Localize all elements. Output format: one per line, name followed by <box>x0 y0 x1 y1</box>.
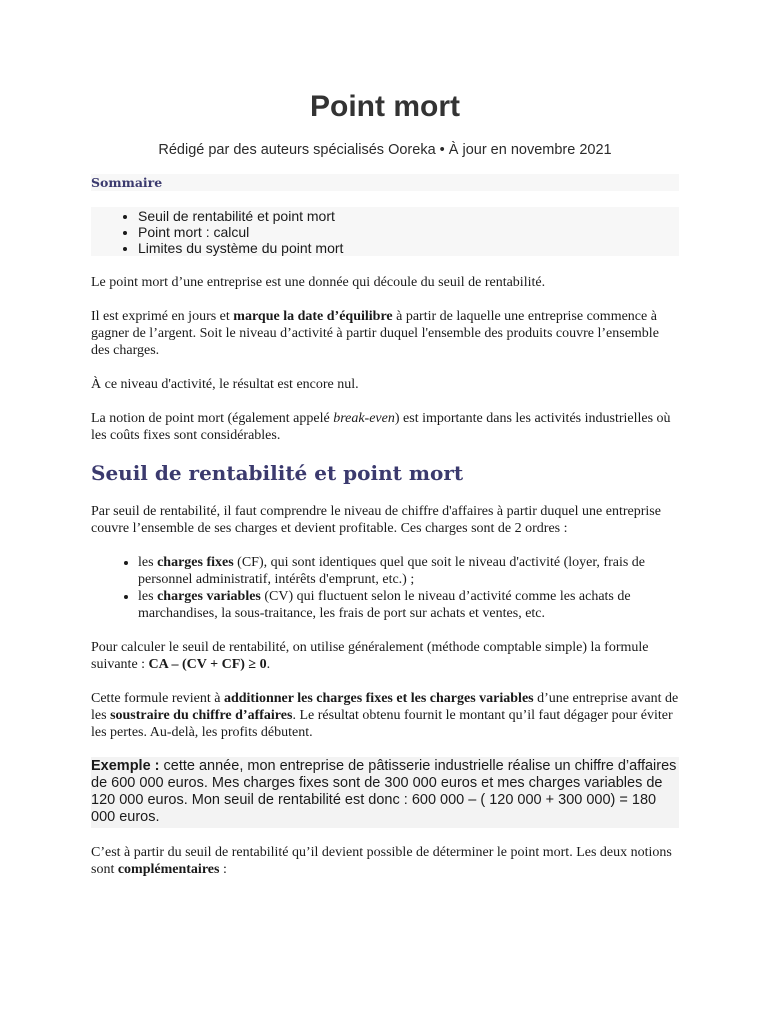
bold-text: marque la date d’équilibre <box>233 309 393 324</box>
toc-item-calcul[interactable]: • Point mort : calcul <box>138 224 679 240</box>
charges-list <box>91 554 679 622</box>
section-paragraph-3 <box>91 690 679 741</box>
text-run: Pour calculer le seuil de rentabilité, on utilise généralement (méthode comptable simple) la formule suivante : <box>91 640 649 672</box>
example-text: cette année, mon entreprise de pâtisserie industrielle réalise un chiffre d’affaires de 600 000 euros. Mes charges fixes sont de 300 000 euros et mes charges variables de 120 000 euros. Mon seuil de rentabilité est donc : 600 000 – ( 120 000 + 300 000) = 180 000 euros. <box>91 758 677 825</box>
section-paragraph-4 <box>91 844 679 878</box>
italic-text: break-even <box>333 411 395 426</box>
text-run: ) est importante dans les activités industrielles où les coûts fixes sont considérables. <box>91 411 671 443</box>
intro-paragraph-3: À ce niveau d'activité, le résultat est encore nul. <box>91 377 359 392</box>
text-run: Il est exprimé en jours et <box>91 309 234 324</box>
text-run: les <box>138 589 158 604</box>
intro-paragraph-2 <box>91 308 679 359</box>
list-item-charges-fixes <box>138 554 679 588</box>
document-page <box>91 0 679 878</box>
text-run: les <box>138 555 158 570</box>
example-box <box>91 757 679 828</box>
byline: Rédigé par des auteurs spécialisés Ooreka • À jour en novembre 2021 <box>158 142 612 158</box>
table-of-contents <box>91 207 679 256</box>
text-run: à partir de laquelle une entreprise commence à gagner de l’argent. Soit le niveau d’activité à partir duquel l'ensemble des produits couvre l’ensemble des charges. <box>91 309 659 358</box>
bold-text: complémentaires <box>117 862 220 877</box>
list-item-charges-variables <box>138 588 679 622</box>
text-run: C’est à partir du seuil de rentabilité qu’il devient possible de déterminer le point mort. Les deux notions sont <box>91 845 672 877</box>
bold-text: charges variables <box>157 589 261 604</box>
sommaire-label: Sommaire <box>91 174 679 191</box>
text-run: . Le résultat obtenu fournit le montant qu’il faut dégager pour éviter les pertes. Au-delà, les profits débutent. <box>91 708 673 740</box>
text-run: : <box>219 862 227 877</box>
text-run: d’une entreprise avant de les <box>91 691 679 723</box>
intro-paragraph-1: Le point mort d’une entreprise est une donnée qui découle du seuil de rentabilité. <box>91 275 546 290</box>
text-run: (CF), qui sont identiques quel que soit le niveau d'activité (loyer, frais de personnel administratif, intérêts d'emprunt, etc.) ; <box>138 555 646 587</box>
text-run: (CV) qui fluctuent selon le niveau d’activité comme les achats de marchandises, la sous-traitance, les frais de port sur achats et ventes, etc. <box>138 589 631 621</box>
bold-text: soustraire du chiffre d’affaires <box>110 708 293 723</box>
text-run: La notion de point mort (également appelé <box>91 411 334 426</box>
intro-paragraph-4 <box>91 410 679 444</box>
formula: CA – (CV + CF) ≥ 0 <box>148 657 267 672</box>
bold-text: additionner les charges fixes et les charges variables <box>223 691 534 706</box>
text-run: Cette formule revient à <box>91 691 224 706</box>
section-paragraph-1: Par seuil de rentabilité, il faut comprendre le niveau de chiffre d'affaires à partir duquel une entreprise couvre l’ensemble de ses charges et devient profitable. Ces charges sont de 2 ordres : <box>91 504 661 536</box>
example-label: Exemple : <box>91 758 160 774</box>
toc-item-limites[interactable]: • Limites du système du point mort <box>138 240 679 256</box>
section-heading-seuil: Seuil de rentabilité et point mort <box>91 461 464 485</box>
toc-item-seuil[interactable]: • Seuil de rentabilité et point mort <box>138 208 679 224</box>
section-paragraph-formula <box>91 639 679 673</box>
bold-text: charges fixes <box>157 555 234 570</box>
page-title: Point mort <box>310 90 460 123</box>
text-run: . <box>266 657 271 672</box>
